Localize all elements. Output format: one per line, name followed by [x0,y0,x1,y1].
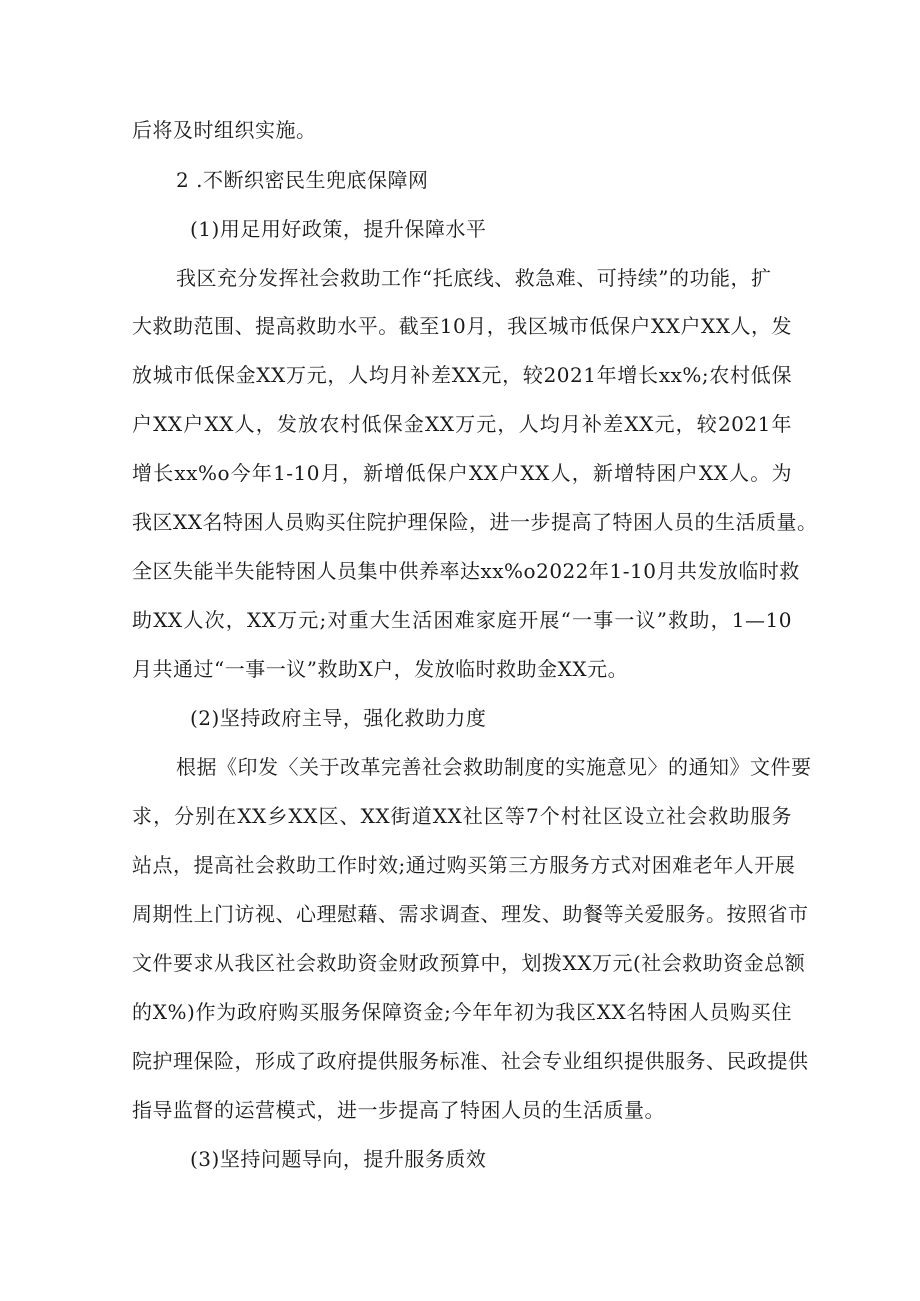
body-line: 助XX人次，XX万元;对重大生活困难家庭开展“一事一议”救助，1—10 [132,608,792,632]
body-line: 我区XX名特困人员购买住院护理保险，进一步提高了特困人员的生活质量。 [132,510,818,534]
body-line: 文件要求从我区社会救助资金财政预算中，划拨XX万元(社会救助资金总额 [132,951,806,975]
body-line: 放城市低保金XX万元，人均月补差XX元，较2021年增长xx%;农村低保 [132,363,792,387]
body-line: 院护理保险，形成了政府提供服务标准、社会专业组织提供服务、民政提供 [132,1049,809,1073]
paragraph-end-line: 后将及时组织实施。 [132,118,317,142]
body-line: 户XX户XX人，发放农村低保金XX万元，人均月补差XX元，较2021年 [132,412,792,436]
body-line: 大救助范围、提高救助水平。截至10月，我区城市低保户XX户XX人，发 [132,314,792,338]
body-line: 全区失能半失能特困人员集中供养率达xx%o2022年1-10月共发放临时救 [132,559,800,583]
section-heading: 2 .不断织密民生兜底保障网 [176,168,429,192]
body-line: 的X%)作为政府购买服务保障资金;今年年初为我区XX名特困人员购买住 [132,1000,792,1024]
subsection-heading-1: (1)用足用好政策，提升保障水平 [190,217,487,241]
body-line: 月共通过“一事一议”救助X户，发放临时救助金XX元。 [132,657,629,681]
body-line: 站点，提高社会救助工作时效;通过购买第三方服务方式对困难老年人开展 [132,853,796,877]
body-line: 根据《印发〈关于改革完善社会救助制度的实施意见〉的通知》文件要 [176,755,812,779]
subsection-heading-2: (2)坚持政府主导，强化救助力度 [190,706,487,730]
body-line: 增长xx%o今年1-10月，新增低保户XX户XX人，新增特困户XX人。为 [132,461,792,485]
body-line: 我区充分发挥社会救助工作“托底线、救急难、可持续”的功能，扩 [176,266,772,290]
body-line: 指导监督的运营模式，进一步提高了特困人员的生活质量。 [132,1098,665,1122]
body-line: 周期性上门访视、心理慰藉、需求调查、理发、助餐等关爱服务。按照省市 [132,902,809,926]
subsection-heading-3: (3)坚持问题导向，提升服务质效 [190,1147,487,1171]
body-line: 求，分别在XX乡XX区、XX街道XX社区等7个村社区设立社会救助服务 [132,804,792,828]
